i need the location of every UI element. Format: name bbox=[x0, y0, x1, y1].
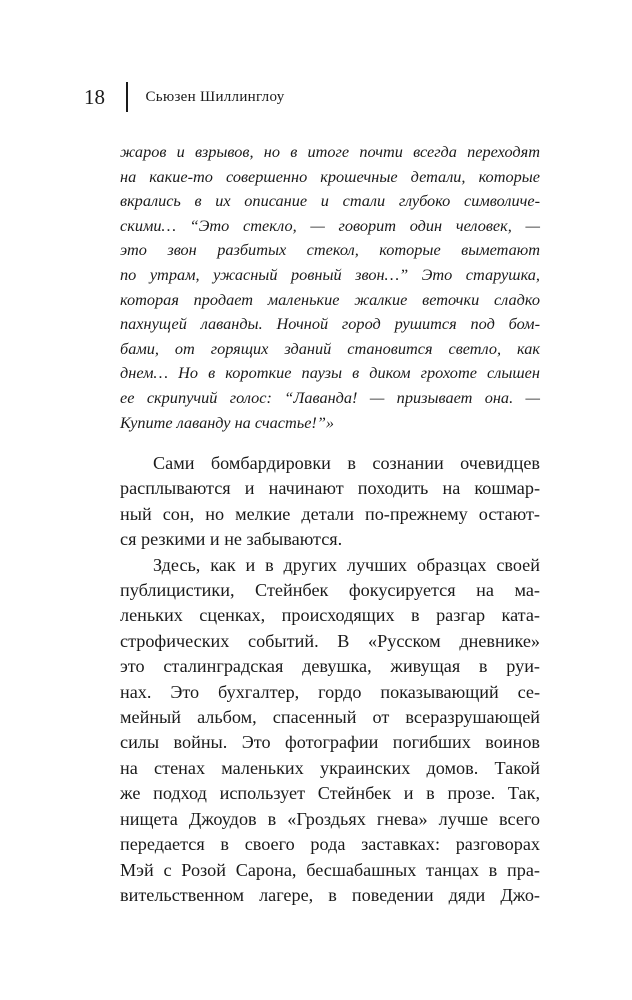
paragraph-line: ся резкими и не забываются. bbox=[120, 529, 343, 550]
page-header bbox=[84, 82, 285, 112]
paragraph-line: расплываются и начинают походить на кошмар- bbox=[120, 478, 540, 499]
quote-line: днем… Но в короткие паузы в диком грохоте слышен bbox=[120, 363, 540, 383]
paragraph-line: передается в своего рода заставках: разговорах bbox=[120, 834, 540, 855]
block-quote bbox=[120, 140, 540, 435]
header-divider bbox=[126, 82, 128, 112]
quote-line: скими… “Это стекло, — говорит один человек, — bbox=[120, 215, 540, 235]
quote-line: на какие-то совершенно крошечные детали, которые bbox=[120, 166, 540, 186]
paragraph-line: вительственном лагере, в поведении дяди Джо- bbox=[120, 884, 540, 905]
paragraph-line: же подход использует Стейнбек и в прозе. Так, bbox=[120, 783, 540, 804]
quote-line: жаров и взрывов, но в итоге почти всегда переходят bbox=[120, 142, 540, 161]
paragraph-line: нищета Джоудов в «Гроздьях гнева» лучше всего bbox=[120, 808, 540, 829]
paragraph-1 bbox=[120, 451, 540, 553]
body-text bbox=[120, 451, 540, 908]
quote-line: которая продает маленькие жалкие веточки сладко bbox=[120, 289, 540, 309]
paragraph-line: силы войны. Это фотографии погибших воинов bbox=[120, 732, 540, 753]
page-number: 18 bbox=[84, 84, 105, 109]
quote-line: это звон разбитых стекол, которые выметают bbox=[120, 240, 540, 260]
quote-line: ее скрипучий голос: “Лаванда! — призывает она. — bbox=[120, 387, 540, 407]
quote-line: по утрам, ужасный ровный звон…” Это старушка, bbox=[120, 264, 540, 284]
paragraph-line: на стенах маленьких украинских домов. Такой bbox=[120, 757, 540, 778]
paragraph-line: леньких сценках, происходящих в разгар ката- bbox=[120, 605, 540, 626]
paragraph-line: нах. Это бухгалтер, гордо показывающий се- bbox=[120, 681, 540, 702]
paragraph-line: это сталинградская девушка, живущая в руи- bbox=[120, 656, 540, 677]
quote-line: Купите лаванду на счастье!”» bbox=[120, 412, 335, 432]
paragraph-line: Здесь, как и в других лучших образцах своей bbox=[153, 554, 540, 575]
quote-line: пахнущей лаванды. Ночной город рушится под бом- bbox=[120, 314, 540, 334]
paragraph-line: строфических событий. В «Русском дневнике» bbox=[120, 630, 540, 651]
running-head-author: Сьюзен Шиллинглоу bbox=[145, 88, 285, 105]
paragraph-line: публицистики, Стейнбек фокусируется на ма- bbox=[120, 580, 540, 601]
quote-line: вкрались в их описание и стали глубоко символиче- bbox=[120, 191, 540, 211]
paragraph-line: Мэй с Розой Сарона, бесшабашных танцах в пра- bbox=[120, 859, 540, 880]
paragraph-2 bbox=[120, 553, 540, 909]
paragraph-line: ный сон, но мелкие детали по-прежнему остают- bbox=[120, 503, 540, 524]
paragraph-line: Сами бомбардировки в сознании очевидцев bbox=[153, 453, 540, 473]
quote-line: бами, от горящих зданий становится светло, как bbox=[120, 338, 540, 358]
paragraph-line: мейный альбом, спасенный от всеразрушающей bbox=[120, 707, 540, 728]
